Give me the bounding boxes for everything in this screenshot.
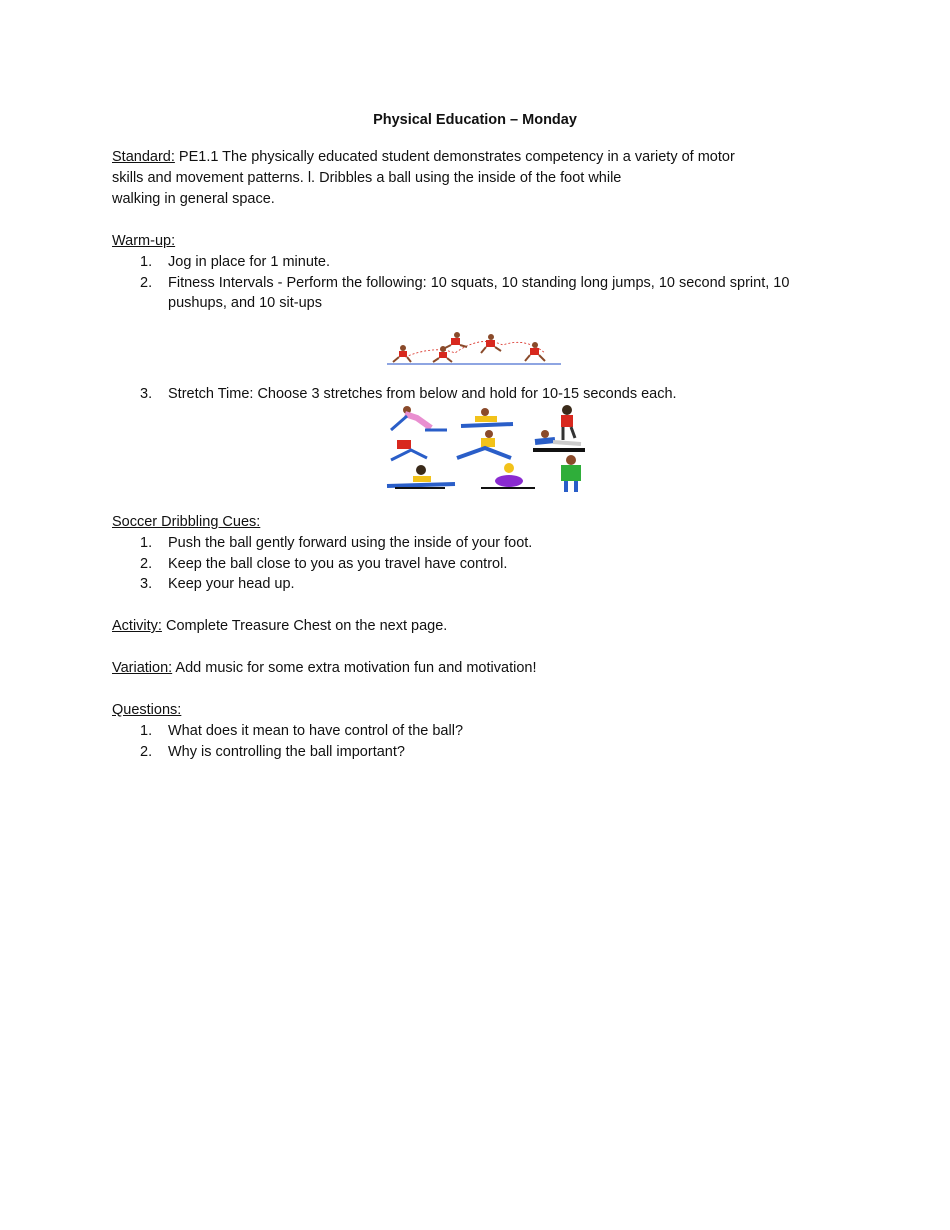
warmup-heading: Warm-up: xyxy=(112,233,176,249)
warmup-item-3 xyxy=(112,384,852,405)
list-item xyxy=(112,721,852,742)
standard-section xyxy=(112,147,812,209)
list-item-text: Keep the ball close to you as you travel have control. xyxy=(168,555,508,572)
list-number: 3. xyxy=(140,386,153,402)
activity-text: Complete Treasure Chest on the next page. xyxy=(161,618,448,634)
dribbling-list xyxy=(112,533,852,595)
activity-section xyxy=(112,616,447,637)
list-item xyxy=(112,252,852,273)
questions-list xyxy=(112,721,852,763)
list-item xyxy=(112,574,852,595)
list-item-text: Push the ball gently forward using the inside of your foot. xyxy=(168,534,533,551)
list-item xyxy=(112,742,852,763)
stretches-illustration xyxy=(385,404,595,494)
list-item-text: What does it mean to have control of the ball? xyxy=(168,722,464,739)
list-number: 2. xyxy=(140,555,153,572)
variation-label: Variation: xyxy=(112,660,173,676)
variation-section xyxy=(112,658,536,679)
page-title: Physical Education – Monday xyxy=(373,112,577,128)
dribbling-section xyxy=(112,512,852,595)
list-item xyxy=(112,384,852,405)
list-number: 1. xyxy=(140,253,153,270)
list-item xyxy=(112,554,852,575)
list-item xyxy=(112,273,852,315)
fitness-intervals-illustration xyxy=(385,331,563,367)
list-item-text: Fitness Intervals - Perform the following: 10 squats, 10 standing long jumps, 10 second sprint, 10 pushups, and 10 sit-ups xyxy=(168,274,790,312)
list-item-text: Why is controlling the ball important? xyxy=(168,743,405,760)
list-number: 1. xyxy=(140,534,153,551)
standard-text-line-2: skills and movement patterns. l. Dribbles a ball using the inside of the foot while xyxy=(112,169,622,186)
questions-section xyxy=(112,700,852,762)
warmup-list xyxy=(112,252,852,314)
list-item xyxy=(112,533,852,554)
list-number: 3. xyxy=(140,576,153,593)
warmup-section xyxy=(112,231,852,314)
standard-text-line-3: walking in general space. xyxy=(112,190,275,207)
list-number: 2. xyxy=(140,743,153,760)
warmup-list-continued xyxy=(112,384,852,405)
list-item-text: Keep your head up. xyxy=(168,576,295,593)
standard-text-line-1: PE1.1 The physically educated student demonstrates competency in a variety of motor xyxy=(174,149,735,165)
questions-heading: Questions: xyxy=(112,702,182,718)
list-item-text: Jog in place for 1 minute. xyxy=(168,253,331,270)
list-item-text: Stretch Time: Choose 3 stretches from below and hold for 10-15 seconds each. xyxy=(168,386,677,402)
standard-label: Standard: xyxy=(112,149,175,165)
list-number: 1. xyxy=(140,722,153,739)
list-number: 2. xyxy=(140,274,153,291)
dribbling-heading: Soccer Dribbling Cues: xyxy=(112,514,261,530)
variation-text: Add music for some extra motivation fun and motivation! xyxy=(172,660,537,676)
activity-label: Activity: xyxy=(112,618,162,634)
